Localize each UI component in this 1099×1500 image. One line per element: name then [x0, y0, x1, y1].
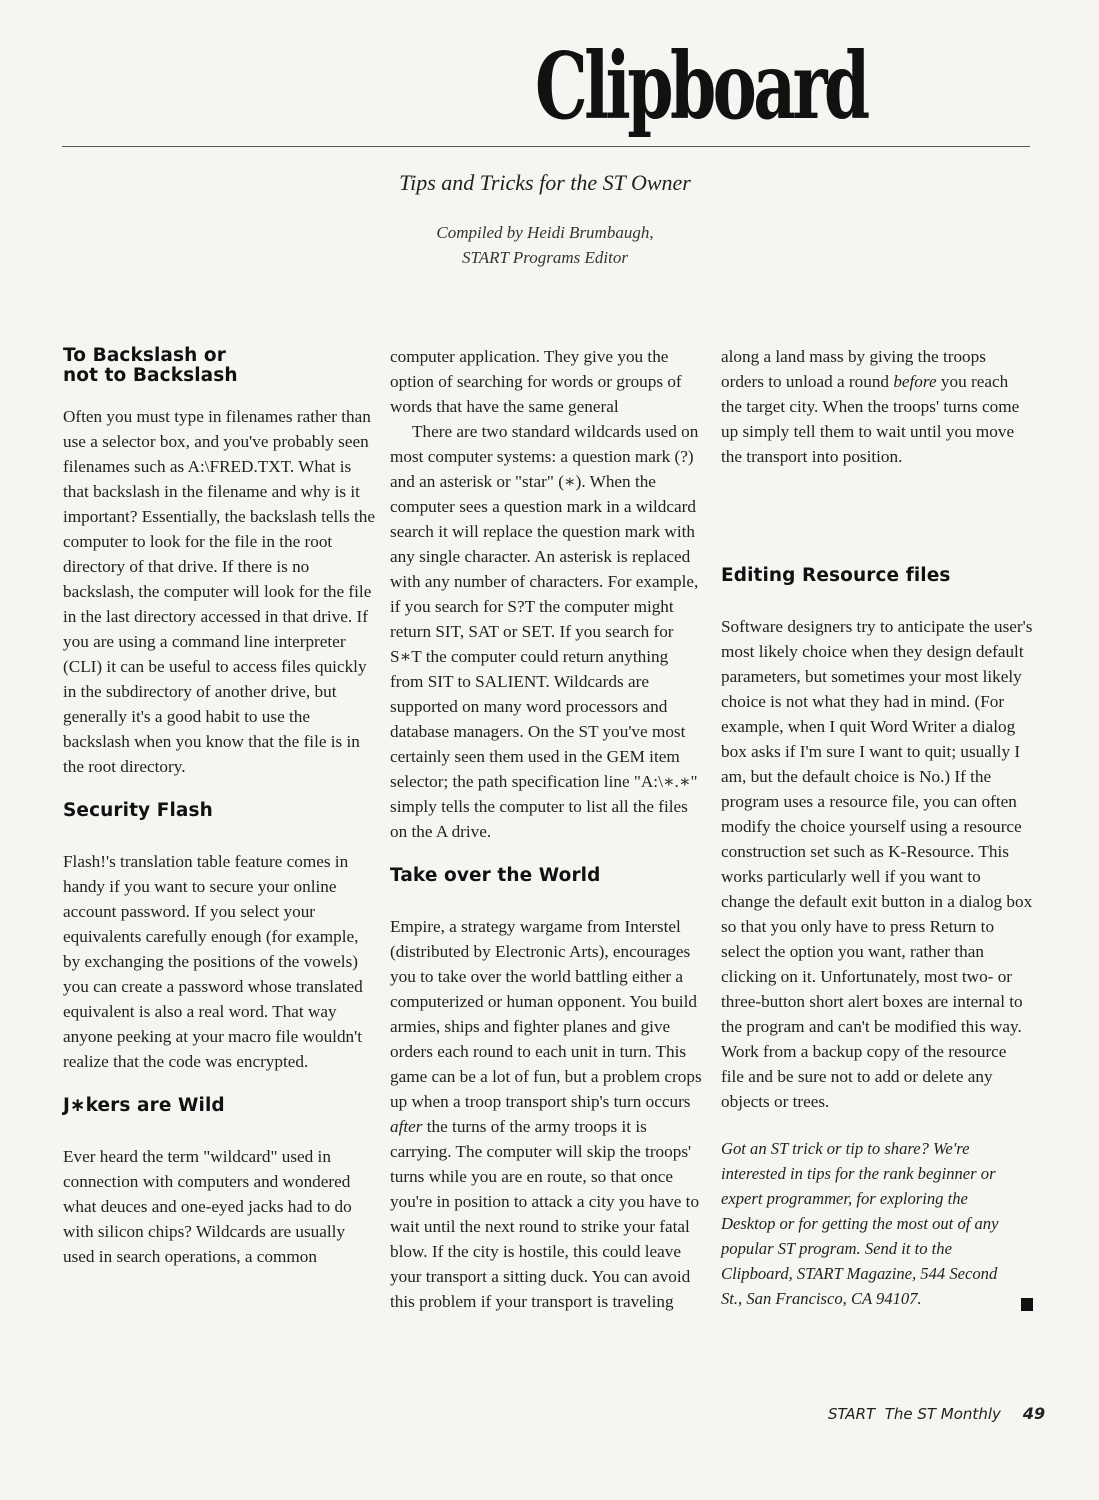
page-title: Clipboard — [535, 32, 867, 140]
paragraph-jokers-2: There are two standard wildcards used on most computer systems: a question mark (?) and an asterisk or "star" (∗). When the computer sees a question mark in a wildcard search it will replace the question mark with any single character. An asterisk is replaced with any number of characters. For example, if you search for S?T the computer might return SIT, SAT or SET. If you search for S∗T the computer could return anything from SIT to SALIENT. Wildcards are supported on many word processors and database managers. On the ST you've most certainly seen them used in the GEM item selector; the path specification line "A:\∗.∗" simply tells the computer to list all the files on the A drive. — [390, 422, 699, 841]
paragraph-jokers-1-cont: computer application. They give you the option of searching for words or groups of words that have the same general — [390, 347, 682, 416]
footer-magazine: START The ST Monthly — [828, 1405, 1001, 1423]
closing-note-row — [721, 1136, 1033, 1311]
heading-resource: Editing Resource files — [721, 565, 951, 586]
paragraph-jokers-1: Ever heard the term "wildcard" used in connection with computers and wondered what deuces and one-eyed jacks had to do with silicon chips? Wildcards are usually used in search operations, a common — [63, 1147, 352, 1266]
page-footer — [828, 1404, 1045, 1423]
title-rule — [62, 146, 1030, 147]
closing-note: Got an ST trick or tip to share? We're interested in tips for the rank beginner or expert programmer, for exploring the Desktop or for getting the most out of any popular ST program. Send it to the Clipboard, START Magazine, 544 Second St., San Francisco, CA 94107. — [721, 1139, 999, 1308]
paragraph-world: Empire, a strategy wargame from Interstel (distributed by Electronic Arts), encourages you to take over the world battling either a computerized or human opponent. You build armies, ships and fighter planes and give orders each round to each unit in turn. This game can be a lot of fun, but a problem crops up when a troop transport ship's turn occurs after the turns of the army troops it is carrying. The computer will skip the troops' turns while you are en route, so that once you're in position to attack a city you have to wait until the next round to strike your fatal blow. If the city is hostile, this could leave your transport a sitting duck. You can avoid this problem if your transport is traveling — [390, 917, 702, 1311]
column-3 — [721, 344, 1033, 1311]
jokers-continuation — [390, 344, 702, 419]
byline-role: START Programs Editor — [462, 248, 628, 267]
column-1 — [63, 344, 375, 1269]
paragraph-resource: Software designers try to anticipate the user's most likely choice when they design default parameters, but sometimes your most likely choice is not what they had in mind. (For example, when I quit Word Writer a dialog box asks if I'm sure I want to quit; usually I am, but the default choice is No.) If the program uses a resource file, you can often modify the choice yourself using a resource construction set such as K-Resource. This works particularly well if you want to change the default exit button in a dialog box so that you only have to press Return to select the option you want, rather than clicking on it. Unfortunately, most two- or three-button short alert boxes are internal to the program and can't be modified this way. Work from a backup copy of the resource file and be sure not to add or delete any objects or trees. — [721, 617, 1033, 1111]
column-2 — [390, 344, 702, 1314]
byline — [0, 220, 1090, 270]
paragraph-backslash: Often you must type in filenames rather than use a selector box, and you've probably seen filenames such as A:\FRED.TXT. What is that backslash in the filename and why is it important? Essentially, the backslash tells the computer to look for the file in the root directory of that drive. If there is no backslash, the computer will look for the file in the last directory accessed in that drive. If you are using a command line interpreter (CLI) it can be useful to access files quickly in the subdirectory of another drive, but generally it's a good habit to use the backslash when you know that the file is in the root directory. — [63, 407, 376, 776]
page-number: 49 — [1022, 1404, 1046, 1423]
paragraph-security: Flash!'s translation table feature comes in handy if you want to secure your online account password. If you select your equivalents carefully enough (for example, by exchanging the positions of the vowels) you can create a password whose translated equivalent is also a real word. That way anyone peeking at your macro file wouldn't realize that the code was encrypted. — [63, 852, 363, 1071]
heading-jokers: J∗kers are Wild — [63, 1095, 225, 1116]
heading-world: Take over the World — [390, 865, 601, 886]
end-mark-icon — [1021, 1298, 1033, 1311]
byline-author: Compiled by Heidi Brumbaugh, — [436, 223, 654, 242]
heading-backslash: To Backslash or not to Backslash — [63, 345, 238, 386]
heading-security: Security Flash — [63, 800, 213, 821]
paragraph-world-cont: along a land mass by giving the troops orders to unload a round before you reach the target city. When the troops' turns come up simply tell them to wait until you move the transport into position. — [721, 347, 1020, 466]
world-continuation — [721, 344, 1033, 544]
subtitle: Tips and Tricks for the ST Owner — [399, 170, 691, 195]
masthead — [0, 32, 1099, 140]
